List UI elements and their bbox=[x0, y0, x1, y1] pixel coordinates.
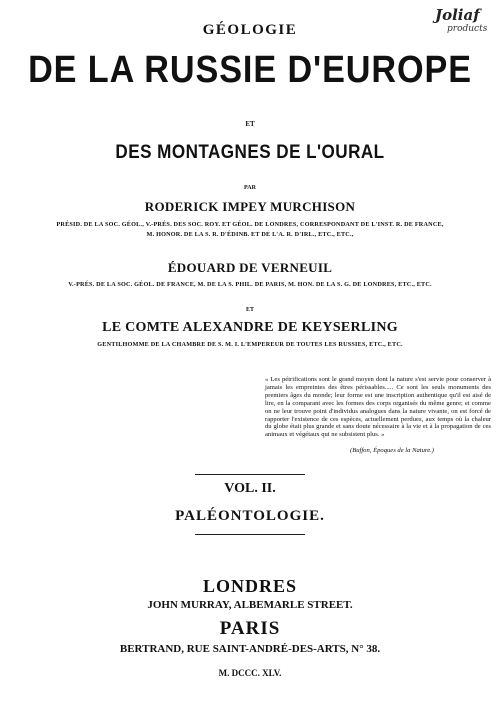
stamp-line2: products bbox=[447, 24, 488, 34]
rule-top bbox=[195, 474, 305, 475]
title-main: DE LA RUSSIE D'EUROPE bbox=[28, 49, 472, 91]
author1-titles-a: PRÉSID. DE LA SOC. GÉOL., V.-PRÉS. DES SOC. ROY. ET GÉOL. DE LONDRES, CORRESPONDANT DE L'INST. R. DE FRANCE, bbox=[56, 221, 444, 228]
author3-titles: GENTILHOMME DE LA CHAMBRE DE S. M. I. L'EMPEREUR DE TOUTES LES RUSSIES, ETC., ETC. bbox=[97, 341, 403, 348]
title-line1: GÉOLOGIE bbox=[202, 22, 298, 38]
by-label: PAR bbox=[244, 185, 256, 191]
publication-year: M. DCCC. XLV. bbox=[218, 668, 282, 678]
stamp-line1: Joliaf bbox=[435, 6, 480, 24]
volume-label: VOL. II. bbox=[224, 481, 276, 496]
rule-bottom bbox=[195, 534, 305, 535]
author1-name: RODERICK IMPEY MURCHISON bbox=[144, 199, 356, 214]
author2-name: ÉDOUARD DE VERNEUIL bbox=[167, 260, 333, 275]
publisher-london: JOHN MURRAY, ALBEMARLE STREET. bbox=[147, 599, 353, 611]
title-line4: DES MONTAGNES DE L'OURAL bbox=[115, 142, 385, 163]
epigraph-text: « Les pétrifications sont le grand moyen dont la nature s'est servie pour conserver à jamais les empreintes des êtres périssables..... Ce sont les seuls monuments des premiers âges du monde; leur forme est une inscription authentique qu'il est aisé de lire, en la comparant avec les formes des corps organisés du même genre; et comme on ne leur trouve point d'individus analogues dans la nature vivante, on est forcé de rapporter l'existence de ces espèces, actuellement perdues, aux temps où la chaleur du globe était plus grande et sans doute nécessaire à la vie et à la propagation de ces animaux et végétaux qui ne subsistent plus. » bbox=[265, 376, 491, 439]
epigraph-attribution: (Buffon, Époques de la Nature.) bbox=[350, 447, 434, 454]
publisher-paris: BERTRAND, RUE SAINT-ANDRÉ-DES-ARTS, N° 38. bbox=[119, 643, 381, 655]
city-paris: PARIS bbox=[219, 618, 281, 639]
author3-name: LE COMTE ALEXANDRE DE KEYSERLING bbox=[102, 320, 398, 335]
author1-titles-b: M. HONOR. DE LA S. R. D'ÉDINB. ET DE L'A. R. D'IRL., ETC., ETC., bbox=[146, 231, 354, 238]
and-label: ET bbox=[245, 307, 254, 313]
author2-titles: V.-PRÉS. DE LA SOC. GÉOL. DE FRANCE, M. DE LA S. PHIL. DE PARIS, M. HON. DE LA S. G. DE LONDRES, ETC., ETC. bbox=[68, 281, 432, 288]
title-et: ET bbox=[245, 120, 255, 128]
city-london: LONDRES bbox=[202, 576, 298, 596]
volume-subject: PALÉONTOLOGIE. bbox=[175, 508, 325, 524]
epigraph bbox=[265, 376, 491, 439]
